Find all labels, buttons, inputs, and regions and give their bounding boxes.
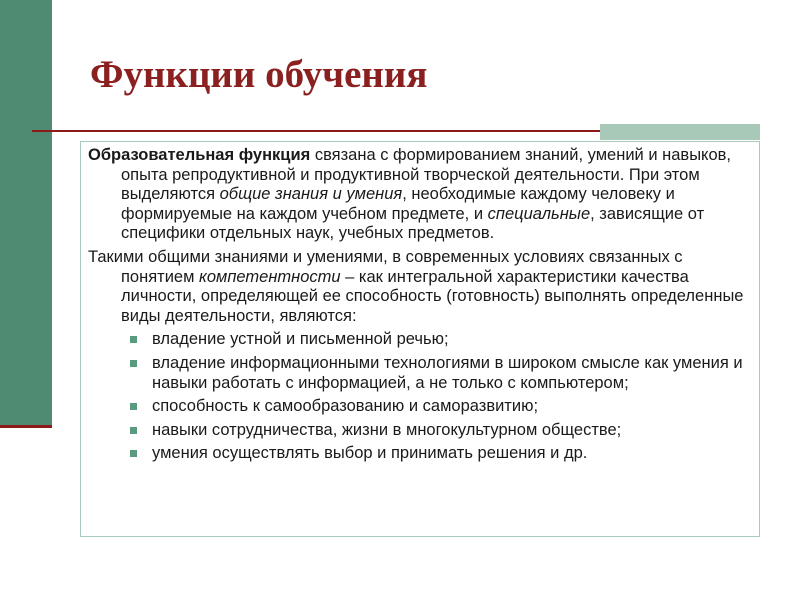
paragraph-education-function: Образовательная функция связана с формированием знаний, умений и навыков, опыта репродуктивной и продуктивной творческой деятельности. При этом выделяются общие знания и умения, необходимые каждому человеку и формируемые на каждом учебном предмете, и специальные, зависящие от специфики отдельных наук, учебных предметов. bbox=[88, 146, 731, 243]
content-text bbox=[88, 146, 756, 468]
list-item: владение устной и письменной речью; bbox=[88, 330, 756, 350]
slide-title: Функции обучения bbox=[90, 53, 428, 96]
education-function-label: Образовательная функция bbox=[88, 146, 311, 164]
paragraph-competence: Такими общими знаниями и умениями, в современных условиях связанных с понятием компетентности – как интегральной характеристики качества личности, определяющей ее способность (готовность) выполнять определенные виды деятельности, являются: bbox=[88, 247, 744, 325]
list-item: владение информационными технологиями в широком смысле как умения и навыки работать с информацией, а не только с компьютером; bbox=[88, 354, 756, 393]
square-bullet-icon bbox=[130, 403, 137, 410]
corner-accent-block bbox=[600, 124, 760, 140]
list-item: способность к самообразованию и саморазвитию; bbox=[88, 397, 756, 417]
square-bullet-icon bbox=[130, 427, 137, 434]
left-accent-bar bbox=[0, 0, 52, 428]
list-item: навыки сотрудничества, жизни в многокультурном обществе; bbox=[88, 421, 756, 441]
square-bullet-icon bbox=[130, 336, 137, 343]
square-bullet-icon bbox=[130, 450, 137, 457]
competence-list bbox=[88, 330, 756, 464]
square-bullet-icon bbox=[130, 360, 137, 367]
list-item: умения осуществлять выбор и принимать решения и др. bbox=[88, 444, 756, 464]
left-accent-bar-base bbox=[0, 425, 52, 428]
